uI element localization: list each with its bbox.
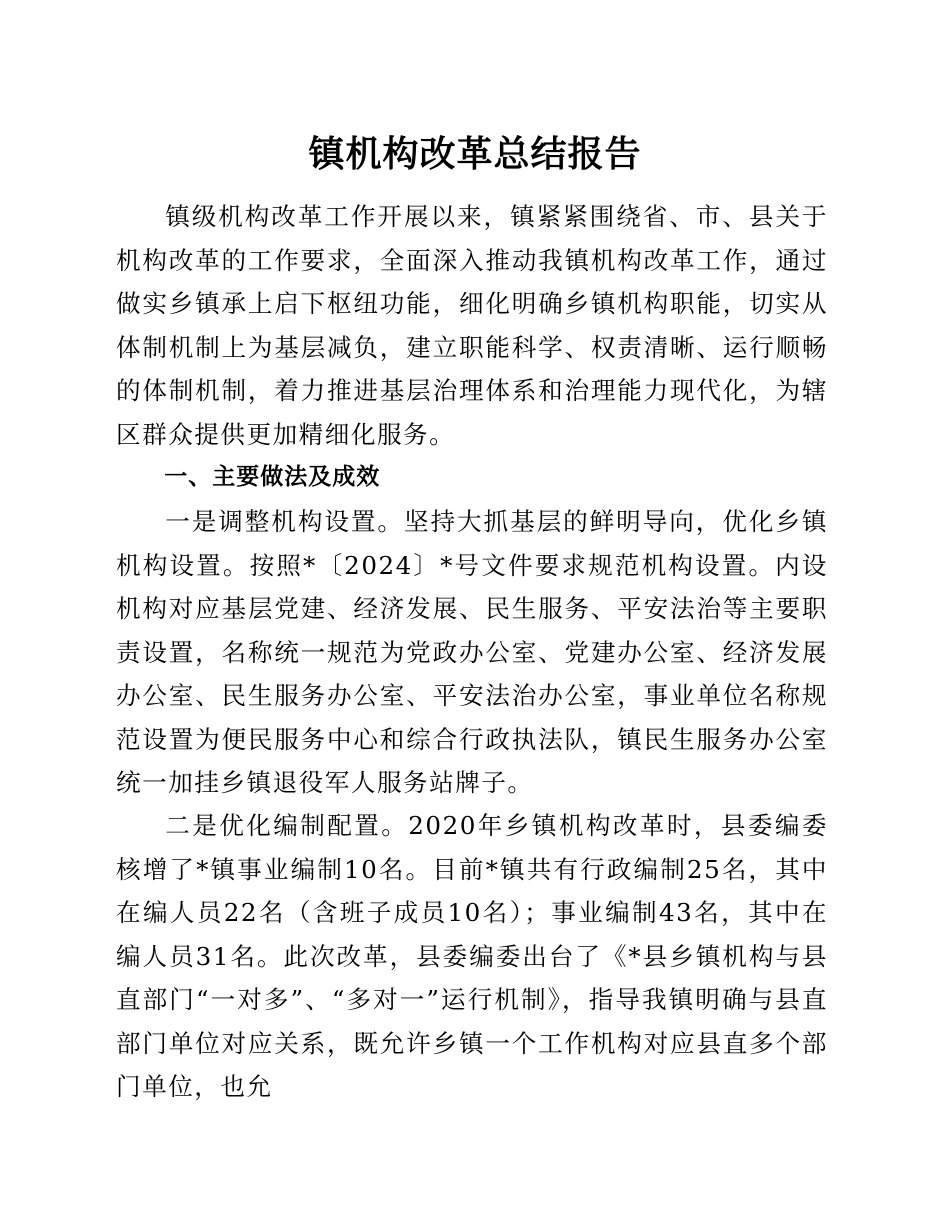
document-title: 镇机构改革总结报告 [308, 133, 642, 175]
section-heading-main-practices: 一、主要做法及成效 [164, 464, 381, 490]
intro-paragraph: 镇级机构改革工作开展以来，镇紧紧围绕省、市、县关于机构改革的工作要求，全面深入推动我镇机构改革工作，通过做实乡镇承上启下枢纽功能，细化明确乡镇机构职能，切实从体制机制上为基层减负，建立职能科学、权责清晰、运行顺畅的体制机制，着力推进基层治理体系和治理能力现代化，为辖区群众提供更加精细化服务。 [116, 202, 828, 449]
paragraph-adjust-institution-setup: 一是调整机构设置。坚持大抓基层的鲜明导向，优化乡镇机构设置。按照*〔2024〕*号文件要求规范机构设置。内设机构对应基层党建、经济发展、民生服务、平安法治等主要职责设置，名称统一规范为党政办公室、党建办公室、经济发展办公室、民生服务办公室、平安法治办公室，事业单位名称规范设置为便民服务中心和综合行政执法队，镇民生服务办公室统一加挂乡镇退役军人服务站牌子。 [116, 507, 828, 797]
paragraph-optimize-staffing: 二是优化编制配置。2020年乡镇机构改革时，县委编委核增了*镇事业编制10名。目前*镇共有行政编制25名，其中在编人员22名（含班子成员10名）；事业编制43名，其中在编人员31名。此次改革，县委编委出台了《*县乡镇机构与县直部门“一对多”、“多对一”运行机制》，指导我镇明确与县直部门单位对应关系，既允许乡镇一个工作机构对应县直多个部门单位，也允 [116, 811, 828, 1101]
